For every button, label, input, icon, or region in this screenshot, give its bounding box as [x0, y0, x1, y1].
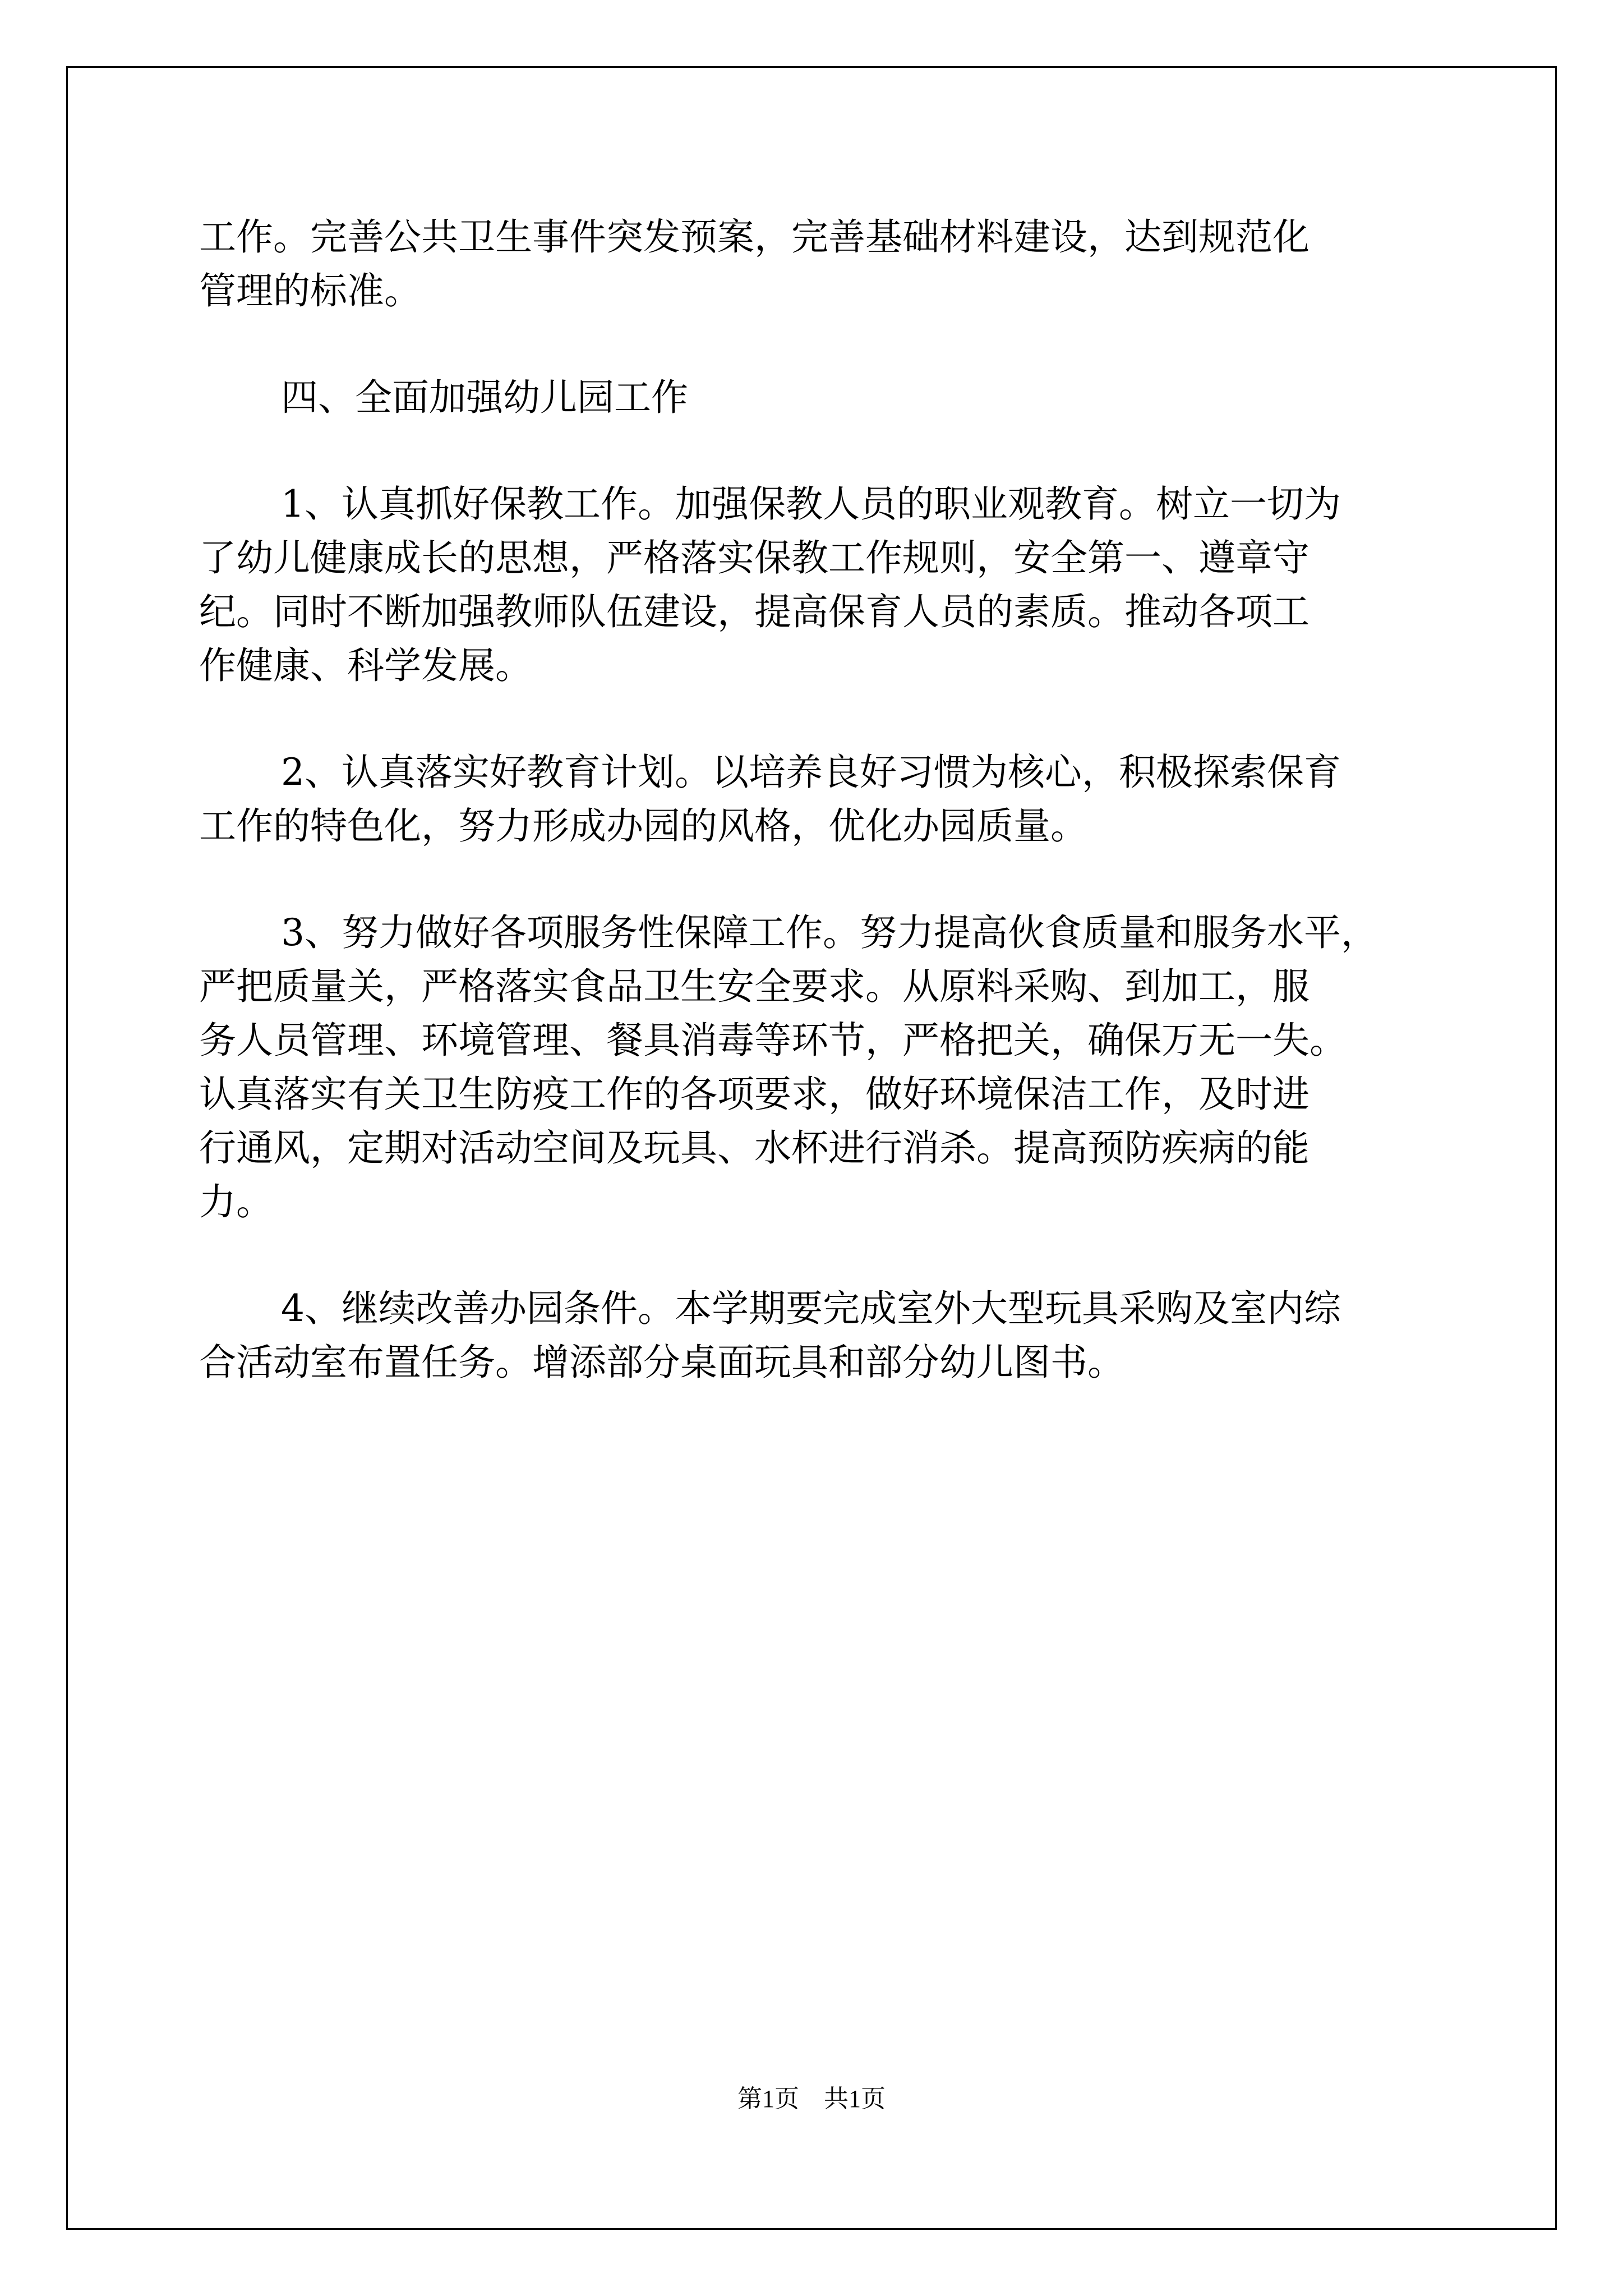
text-line: 2、认真落实好教育计划。以培养良好习惯为核心，积极探索保育 — [281, 751, 1341, 794]
text-line: 四、全面加强幼儿园工作 — [281, 376, 688, 419]
text-line: 合活动室布置任务。增添部分桌面玩具和部分幼儿图书。 — [199, 1341, 1124, 1384]
text-line: 管理的标准。 — [199, 269, 421, 312]
section-heading — [199, 371, 1433, 425]
paragraph-item-2 — [199, 746, 1433, 853]
text-line: 了幼儿健康成长的思想，严格落实保教工作规则，安全第一、遵章守 — [199, 536, 1310, 579]
text-line: 力。 — [199, 1180, 273, 1223]
paragraph-item-3 — [199, 906, 1433, 1229]
text-line: 认真落实有关卫生防疫工作的各项要求，做好环境保洁工作，及时进 — [199, 1073, 1310, 1116]
text-line: 严把质量关，严格落实食品卫生安全要求。从原料采购、到加工，服 — [199, 965, 1310, 1008]
text-line: 纪。同时不断加强教师队伍建设，提高保育人员的素质。推动各项工 — [199, 590, 1310, 633]
page-number: 第1页 共1页 — [737, 2085, 886, 2113]
text-line: 行通风，定期对活动空间及玩具、水杯进行消杀。提高预防疾病的能 — [199, 1126, 1310, 1170]
document-body — [199, 210, 1433, 1389]
text-line: 3、努力做好各项服务性保障工作。努力提高伙食质量和服务水平， — [281, 911, 1378, 954]
paragraph-1 — [199, 210, 1433, 318]
text-line: 1、认真抓好保教工作。加强保教人员的职业观教育。树立一切为 — [281, 482, 1341, 526]
text-line: 务人员管理、环境管理、餐具消毒等环节，严格把关，确保万无一失。 — [199, 1019, 1347, 1062]
text-line: 工作的特色化，努力形成办园的风格，优化办园质量。 — [199, 804, 1087, 848]
paragraph-item-1 — [199, 477, 1433, 693]
text-line: 作健康、科学发展。 — [199, 644, 532, 687]
text-line: 工作。完善公共卫生事件突发预案，完善基础材料建设，达到规范化 — [199, 215, 1310, 259]
text-line: 4、继续改善办园条件。本学期要完成室外大型玩具采购及室内综 — [281, 1287, 1341, 1330]
paragraph-item-4 — [199, 1282, 1433, 1389]
